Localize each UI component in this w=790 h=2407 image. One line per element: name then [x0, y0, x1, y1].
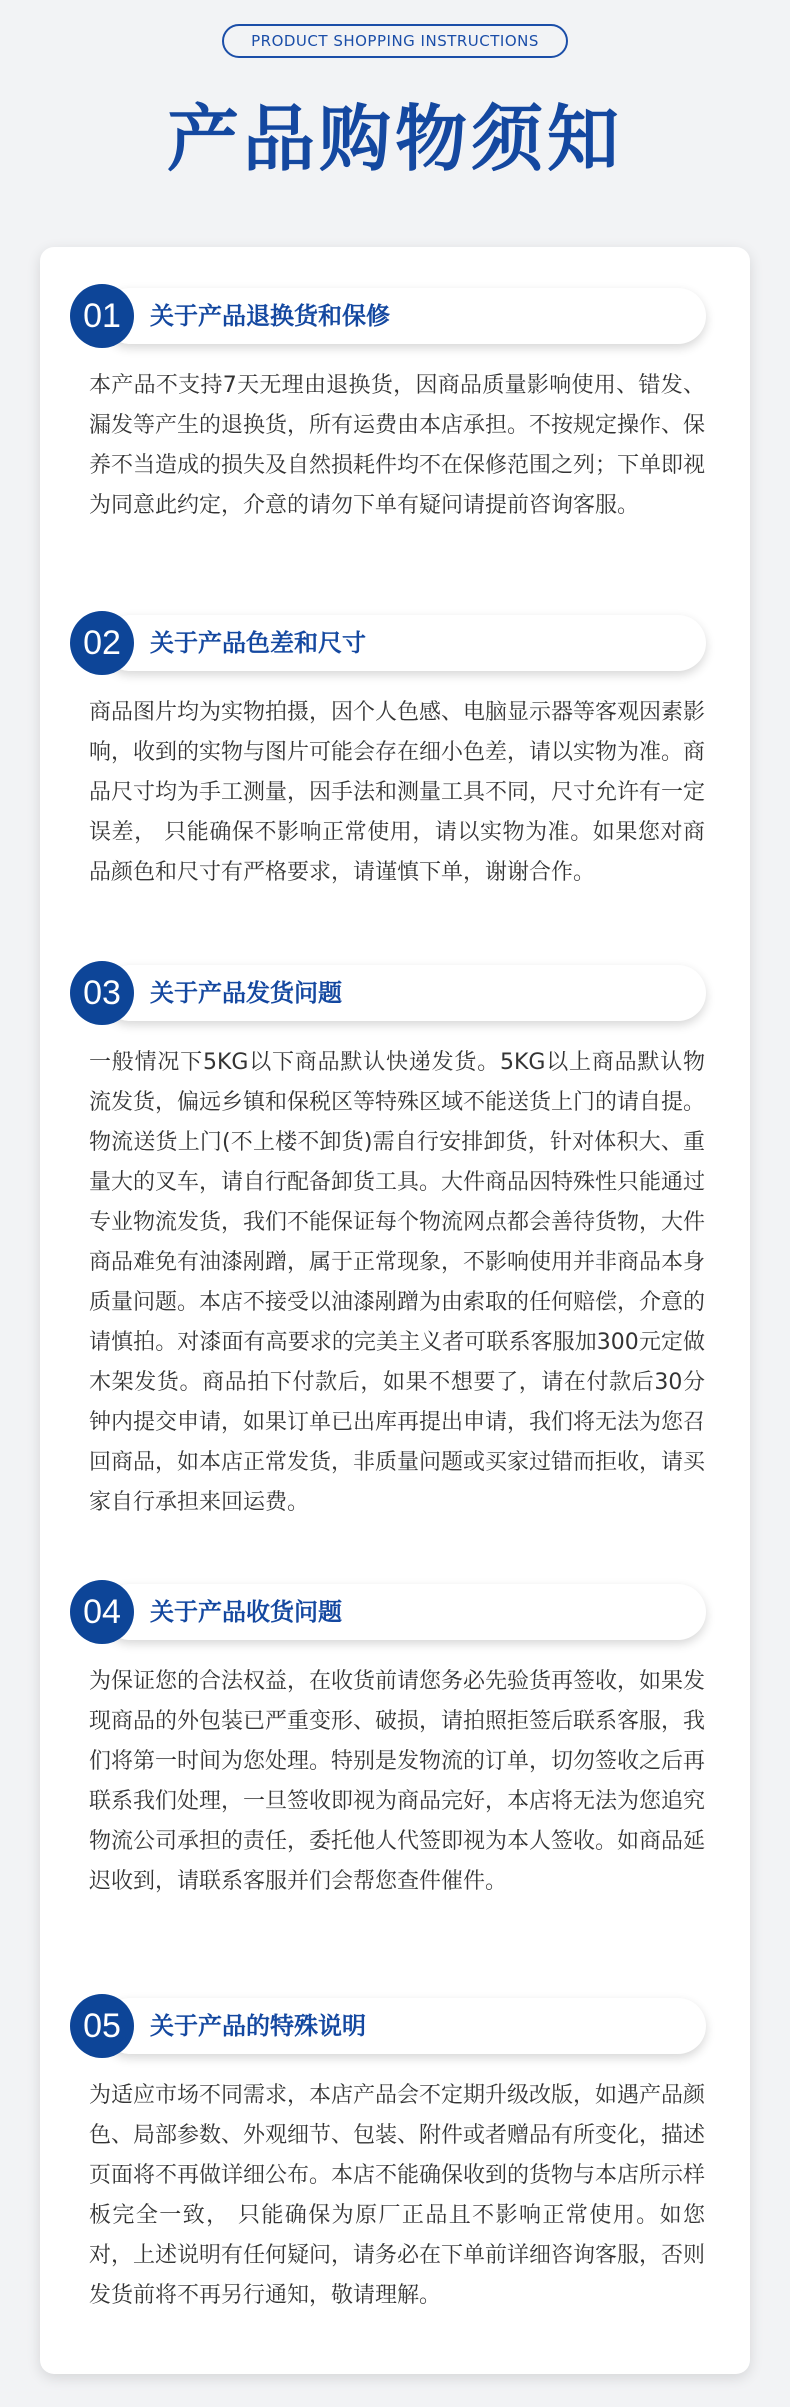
section-number-badge: 03 [70, 961, 134, 1025]
section-header [70, 1994, 706, 2058]
section-header [70, 611, 706, 675]
section-title: 关于产品色差和尺寸 [150, 629, 366, 657]
section-body: 商品图片均为实物拍摄，因个人色感、电脑显示器等客观因素影响，收到的实物与图片可能会存在细小色差，请以实物为准。商品尺寸均为手工测量，因手法和测量工具不同，尺寸允许有一定误差， 只能确保不影响正常使用，请以实物为准。如果您对商品颜色和尺寸有严格要求，请谨慎下单，谢谢合作。 [89, 700, 706, 885]
section-body: 一般情况下5KG以下商品默认快递发货。5KG以上商品默认物流发货，偏远乡镇和保税区等特殊区域不能送货上门的请自提。物流送货上门(不上楼不卸货)需自行安排卸货，针对体积大、重量大的叉车，请自行配备卸货工具。大件商品因特殊性只能通过专业物流发货，我们不能保证每个物流网点都会善待货物，大件商品难免有油漆剐蹭，属于正常现象，不影响使用并非商品本身质量问题。本店不接受以油漆剐蹭为由索取的任何赔偿，介意的请慎拍。对漆面有高要求的完美主义者可联系客服加300元定做木架发货。商品拍下付款后，如果不想要了，请在付款后30分钟内提交申请，如果订单已出库再提出申请，我们将无法为您召回商品，如本店正常发货，非质量问题或买家过错而拒收，请买家自行承担来回运费。 [89, 1050, 706, 1515]
section-title: 关于产品的特殊说明 [150, 2012, 366, 2040]
section-body: 为适应市场不同需求，本店产品会不定期升级改版，如遇产品颜色、局部参数、外观细节、包装、附件或者赠品有所变化，描述页面将不再做详细公布。本店不能确保收到的货物与本店所示样板完全一致， 只能确保为原厂正品且不影响正常使用。如您对，上述说明有任何疑问，请务必在下单前详细咨询客服，否则发货前将不再另行通知，敬请理解。 [89, 2083, 706, 2308]
content-card [40, 247, 750, 2374]
section-number-badge: 04 [70, 1580, 134, 1644]
section-header [70, 284, 706, 348]
section-number-badge: 02 [70, 611, 134, 675]
section-title: 关于产品退换货和保修 [150, 302, 390, 330]
page-title: 产品购物须知 [166, 97, 623, 181]
subtitle-pill: PRODUCT SHOPPING INSTRUCTIONS [222, 24, 568, 58]
section-header [70, 961, 706, 1025]
section-title: 关于产品收货问题 [150, 1598, 342, 1626]
section-number-badge: 01 [70, 284, 134, 348]
section-number-badge: 05 [70, 1994, 134, 2058]
section-body: 本产品不支持7天无理由退换货，因商品质量影响使用、错发、漏发等产生的退换货，所有运费由本店承担。不按规定操作、保养不当造成的损失及自然损耗件均不在保修范围之列；下单即视为同意此约定，介意的请勿下单有疑问请提前咨询客服。 [89, 373, 706, 518]
section-body: 为保证您的合法权益，在收货前请您务必先验货再签收，如果发现商品的外包装已严重变形、破损，请拍照拒签后联系客服，我们将第一时间为您处理。特别是发物流的订单，切勿签收之后再联系我们处理，一旦签收即视为商品完好，本店将无法为您追究物流公司承担的责任，委托他人代签即视为本人签收。如商品延迟收到，请联系客服并们会帮您查件催件。 [89, 1669, 706, 1894]
section-header [70, 1580, 706, 1644]
section-title: 关于产品发货问题 [150, 979, 342, 1007]
